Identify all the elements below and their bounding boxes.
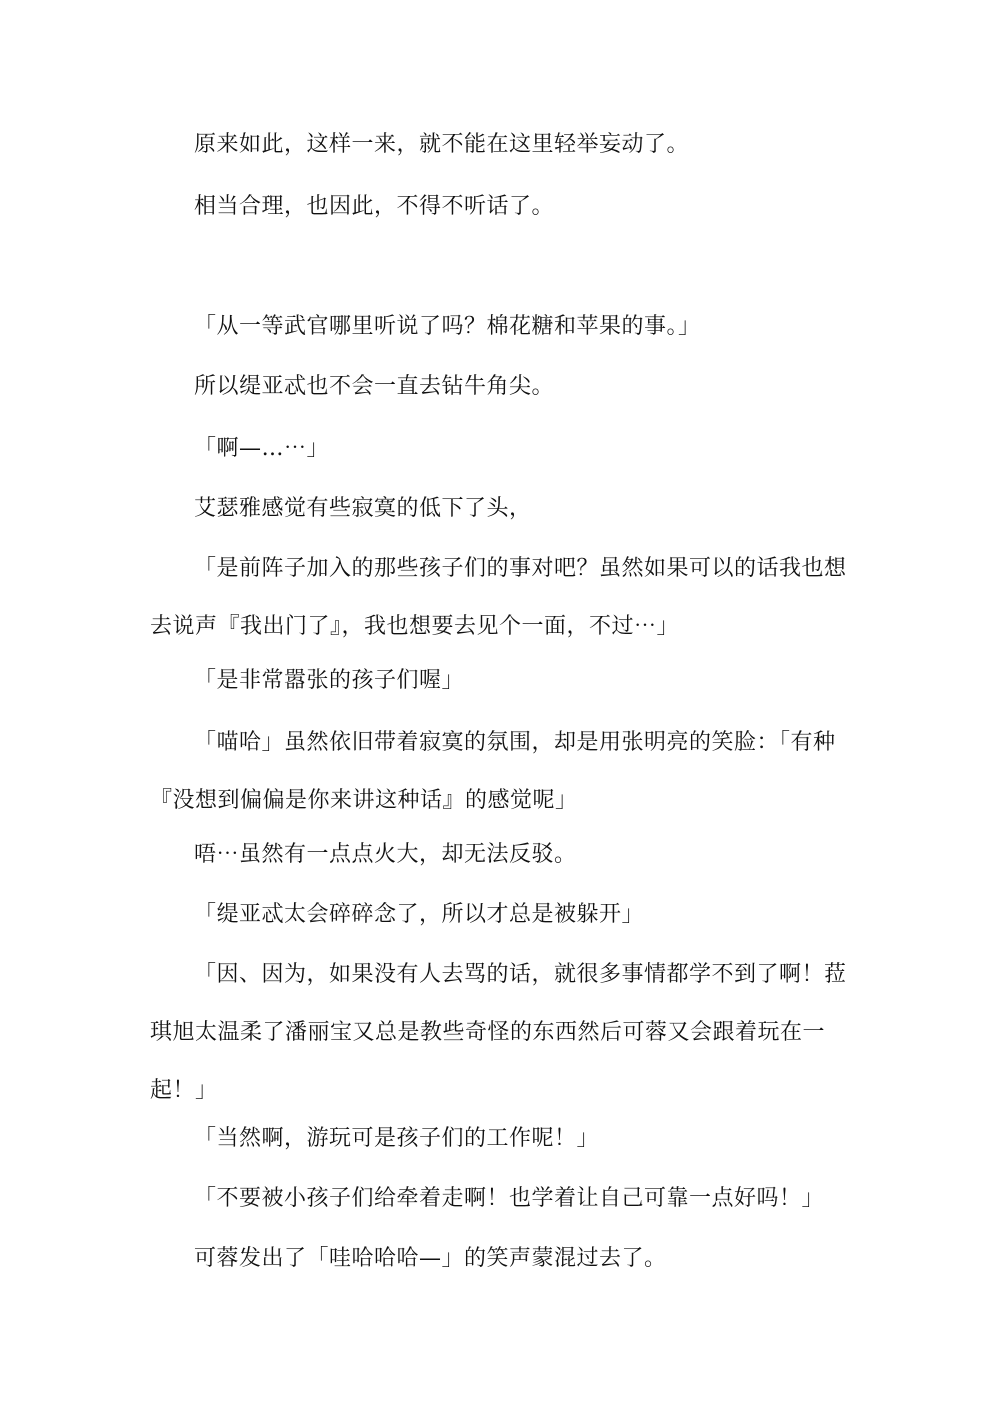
paragraph: 「缇亚忒太会碎碎念了，所以才总是被躲开」 bbox=[194, 902, 645, 927]
paragraph: 「是非常嚣张的孩子们喔」 bbox=[194, 668, 465, 693]
paragraph: 可蓉发出了「哇哈哈哈—」的笑声蒙混过去了。 bbox=[194, 1246, 667, 1271]
paragraph: 相当合理，也因此，不得不听话了。 bbox=[194, 194, 555, 219]
paragraph: 「因、因为，如果没有人去骂的话，就很多事情都学不到了啊！菈琪旭太温柔了潘丽宝又总是教些奇怪的东西然后可蓉又会跟着玩在一起！」 bbox=[150, 962, 847, 1103]
paragraph: 唔⋯虽然有一点点火大，却无法反驳。 bbox=[194, 842, 577, 867]
paragraph: 「不要被小孩子们给牵着走啊！也学着让自己可靠一点好吗！」 bbox=[194, 1186, 825, 1211]
paragraph: 艾瑟雅感觉有些寂寞的低下了头， bbox=[194, 496, 532, 521]
paragraph: 「啊—…⋯」 bbox=[194, 436, 330, 461]
paragraph: 「喵哈」虽然依旧带着寂寞的氛围，却是用张明亮的笑脸：「有种『没想到偏偏是你来讲这种话』的感觉呢」 bbox=[150, 730, 836, 813]
paragraph: 「从一等武官哪里听说了吗？棉花糖和苹果的事。」 bbox=[194, 314, 701, 339]
paragraph: 「是前阵子加入的那些孩子们的事对吧？虽然如果可以的话我也想去说声『我出门了』，我也想要去见个一面，不过⋯」 bbox=[150, 556, 847, 639]
paragraph: 原来如此，这样一来，就不能在这里轻举妄动了。 bbox=[194, 132, 690, 157]
paragraph: 所以缇亚忒也不会一直去钻牛角尖。 bbox=[194, 374, 555, 399]
paragraph: 「当然啊，游玩可是孩子们的工作呢！」 bbox=[194, 1126, 600, 1151]
